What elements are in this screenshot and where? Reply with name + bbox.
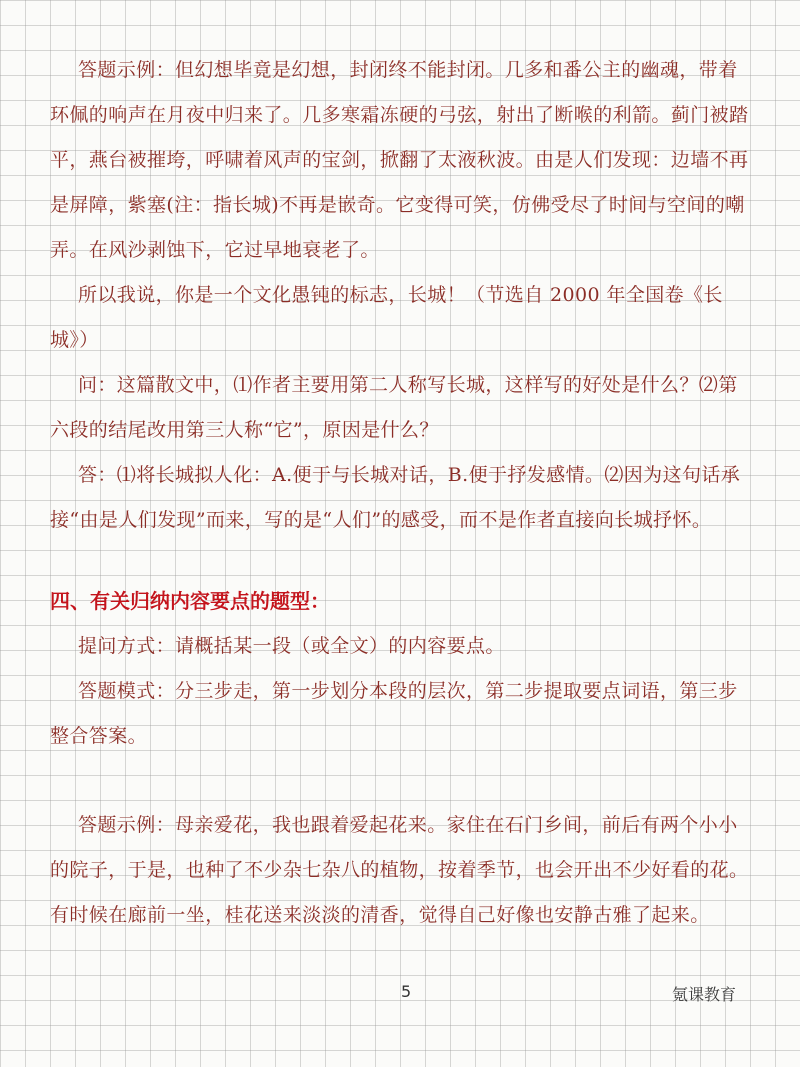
example-paragraph: 答题示例：但幻想毕竟是幻想，封闭终不能封闭。几多和番公主的幽魂，带着环佩的响声在月夜中归来了。几多寒霜冻硬的弓弦，射出了断喉的利箭。蓟门被踏平，燕台被摧垮，呼啸着风声的宝剑，掀翻了太液秋波。由是人们发现：边墙不再是屏障，紫塞(注：指长城)不再是嵌奇。它变得可笑，仿佛受尽了时间与空间的嘲弄。在风沙剥蚀下，它过早地衰老了。 <box>50 59 749 261</box>
example-paragraph-2: 答题示例：母亲爱花，我也跟着爱起花来。家住在石门乡间，前后有两个小小的院子，于是，也种了不少杂七杂八的植物，按着季节，也会开出不少好看的花。有时候在廊前一坐，桂花送来淡淡的清香，觉得自己好像也安静古雅了起来。 <box>50 814 749 926</box>
question-method-paragraph: 提问方式：请概括某一段（或全文）的内容要点。 <box>78 635 505 657</box>
conclusion-paragraph: 所以我说，你是一个文化愚钝的标志，长城！（节选自 2000 年全国卷《长城》） <box>50 284 723 351</box>
spacer <box>50 759 754 803</box>
page-number: 5 <box>401 982 412 1001</box>
question-paragraph: 问：这篇散文中，⑴作者主要用第二人称写长城，这样写的好处是什么？⑵第六段的结尾改用第三人称“它”，原因是什么？ <box>50 374 738 441</box>
section-heading: 四、有关归纳内容要点的题型： <box>50 589 330 613</box>
spacer <box>50 543 754 579</box>
answer-paragraph: 答：⑴将长城拟人化：A.便于与长城对话，B.便于抒发感情。⑵因为这句话承接“由是人们发现”而来，写的是“人们”的感受，而不是作者直接向长城抒怀。 <box>50 464 741 531</box>
answer-pattern-paragraph: 答题模式：分三步走，第一步划分本段的层次，第二步提取要点词语，第三步整合答案。 <box>50 680 738 747</box>
page-footer <box>0 982 800 1012</box>
document-body <box>50 48 754 938</box>
brand-name: 氪课教育 <box>672 985 737 1004</box>
